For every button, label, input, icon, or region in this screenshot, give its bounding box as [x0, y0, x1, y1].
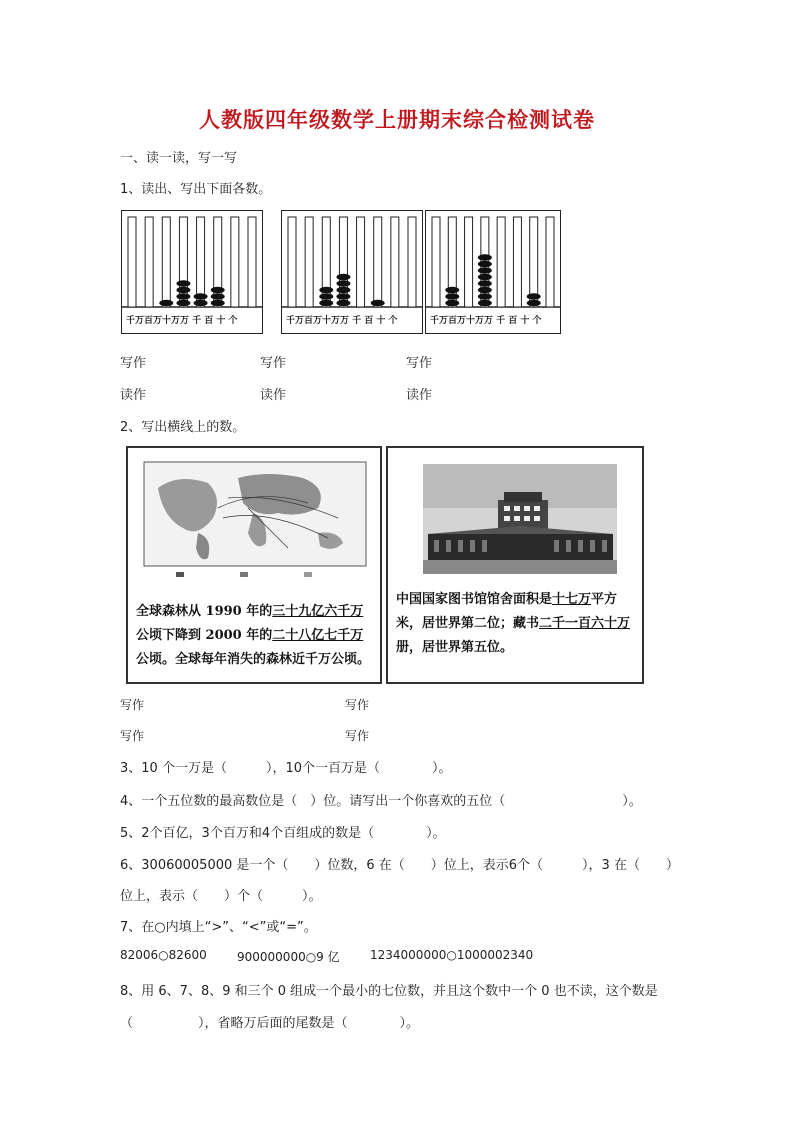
abacus-bead — [211, 300, 225, 306]
abacus-bead — [478, 254, 492, 260]
caption-underlined-number: 三十九亿六千万 — [272, 604, 364, 619]
library-caption — [396, 588, 636, 660]
caption-text: 平方米，居世界第二位；藏书 — [396, 592, 618, 631]
abacus-bead — [176, 293, 190, 299]
abacus-rod — [288, 217, 296, 307]
write-label-4: 写作 — [120, 698, 145, 712]
abacus-bead — [159, 300, 173, 306]
abacus-rod — [513, 217, 521, 307]
caption-underlined-number: 十七万 — [552, 592, 592, 607]
caption-underlined-number: 二千一百六十万 — [539, 616, 631, 631]
abacus-bead — [478, 280, 492, 286]
abacus-bead — [319, 293, 333, 299]
question-6-line-1: 6、30060005000 是一个（ ）位数，6 在（ ）位上，表示6个（ ），3 在（ ） — [120, 858, 679, 873]
page-title: 人教版四年级数学上册期末综合检测试卷 — [199, 107, 595, 132]
abacus-bead — [336, 280, 350, 286]
abacus-bead — [176, 280, 190, 286]
abacus-bead — [194, 300, 208, 306]
write-label-1: 写作 — [120, 356, 147, 371]
abacus-bead — [478, 274, 492, 280]
abacus-rod — [357, 217, 365, 307]
abacus-bead — [211, 293, 225, 299]
abacus-rod — [305, 217, 313, 307]
read-label-3: 读作 — [406, 388, 433, 403]
question-8-line-1: 8、用 6、7、8、9 和三个 0 组成一个最小的七位数，并且这个数中一个 0 也不读，这个数是 — [120, 984, 658, 999]
read-label-1: 读作 — [120, 388, 147, 403]
caption-text: 册，居世界第五位。 — [396, 640, 514, 655]
question-1: 1、读出、写出下面各数。 — [120, 182, 272, 197]
write-label-2: 写作 — [260, 356, 287, 371]
abacus-rod — [432, 217, 440, 307]
picture-library — [386, 446, 644, 684]
abacus-rod — [465, 217, 473, 307]
abacus-place-labels: 千万百万十万万 千 百 十 个 — [286, 316, 398, 326]
abacus-bead — [176, 300, 190, 306]
write-label-5: 写作 — [345, 698, 370, 712]
abacus-bead — [336, 274, 350, 280]
abacus-bead — [478, 300, 492, 306]
compare-item-3: 1234000000○1000002340 — [370, 948, 534, 962]
abacus-rod — [248, 217, 256, 307]
section-heading: 一、读一读，写一写 — [120, 151, 238, 166]
abacus-rod — [546, 217, 554, 307]
caption-text: 公顷。全球每年消失的森林近千万公顷。 — [136, 652, 371, 667]
abacus-2 — [281, 210, 423, 334]
abacus-3 — [425, 210, 561, 334]
abacus-rod — [231, 217, 239, 307]
abacus-rod — [145, 217, 153, 307]
abacus-bead — [478, 261, 492, 267]
compare-item-2: 900000000○9 亿 — [237, 950, 340, 964]
abacus-place-labels: 千万百万十万万 千 百 十 个 — [430, 316, 542, 326]
abacus-bead — [319, 287, 333, 293]
caption-text: 全球森林从 1990 年的 — [136, 604, 273, 619]
abacus-rod — [408, 217, 416, 307]
abacus-bead — [445, 287, 459, 293]
abacus-bead — [478, 293, 492, 299]
question-7: 7、在○内填上“>”、“<”或“=”。 — [120, 920, 317, 935]
abacus-rod — [374, 217, 382, 307]
question-6-line-2: 位上，表示（ ）个（ ）。 — [120, 889, 322, 904]
question-8-line-2: （ ），省略万后面的尾数是（ ）。 — [120, 1016, 420, 1031]
question-4: 4、一个五位数的最高数位是（ ）位。请写出一个你喜欢的五位（ ）。 — [120, 794, 642, 809]
read-label-2: 读作 — [260, 388, 287, 403]
abacus-bead — [319, 300, 333, 306]
abacus-bead — [176, 287, 190, 293]
abacus-bead — [527, 293, 541, 299]
picture-forest — [126, 446, 382, 684]
abacus-rod — [128, 217, 136, 307]
write-label-3: 写作 — [406, 356, 433, 371]
abacus-rod — [497, 217, 505, 307]
abacus-bead — [445, 293, 459, 299]
abacus-1 — [121, 210, 263, 334]
question-2: 2、写出横线上的数。 — [120, 420, 246, 435]
abacus-bead — [371, 300, 385, 306]
caption-text: 中国国家图书馆馆舍面积是 — [396, 592, 553, 607]
question-3: 3、10 个一万是（ ），10个一百万是（ ）。 — [120, 761, 452, 776]
abacus-bead — [194, 293, 208, 299]
question-5: 5、2个百亿，3个百万和4个百组成的数是（ ）。 — [120, 826, 446, 841]
forest-caption — [136, 600, 374, 672]
abacus-rod — [391, 217, 399, 307]
abacus-bead — [336, 300, 350, 306]
abacus-bead — [478, 287, 492, 293]
caption-text: 公顷下降到 2000 年的 — [136, 628, 273, 643]
abacus-bead — [336, 287, 350, 293]
abacus-bead — [336, 293, 350, 299]
abacus-place-labels: 千万百万十万万 千 百 十 个 — [126, 316, 238, 326]
abacus-bead — [445, 300, 459, 306]
abacus-bead — [478, 267, 492, 273]
write-label-7: 写作 — [345, 729, 370, 743]
abacus-bead — [211, 287, 225, 293]
caption-underlined-number: 二十八亿七千万 — [272, 628, 364, 643]
abacus-bead — [527, 300, 541, 306]
abacus-rod — [162, 217, 170, 307]
library-building-image — [388, 448, 642, 578]
write-label-6: 写作 — [120, 729, 145, 743]
compare-item-1: 82006○82600 — [120, 948, 207, 962]
world-map-image — [128, 448, 380, 588]
